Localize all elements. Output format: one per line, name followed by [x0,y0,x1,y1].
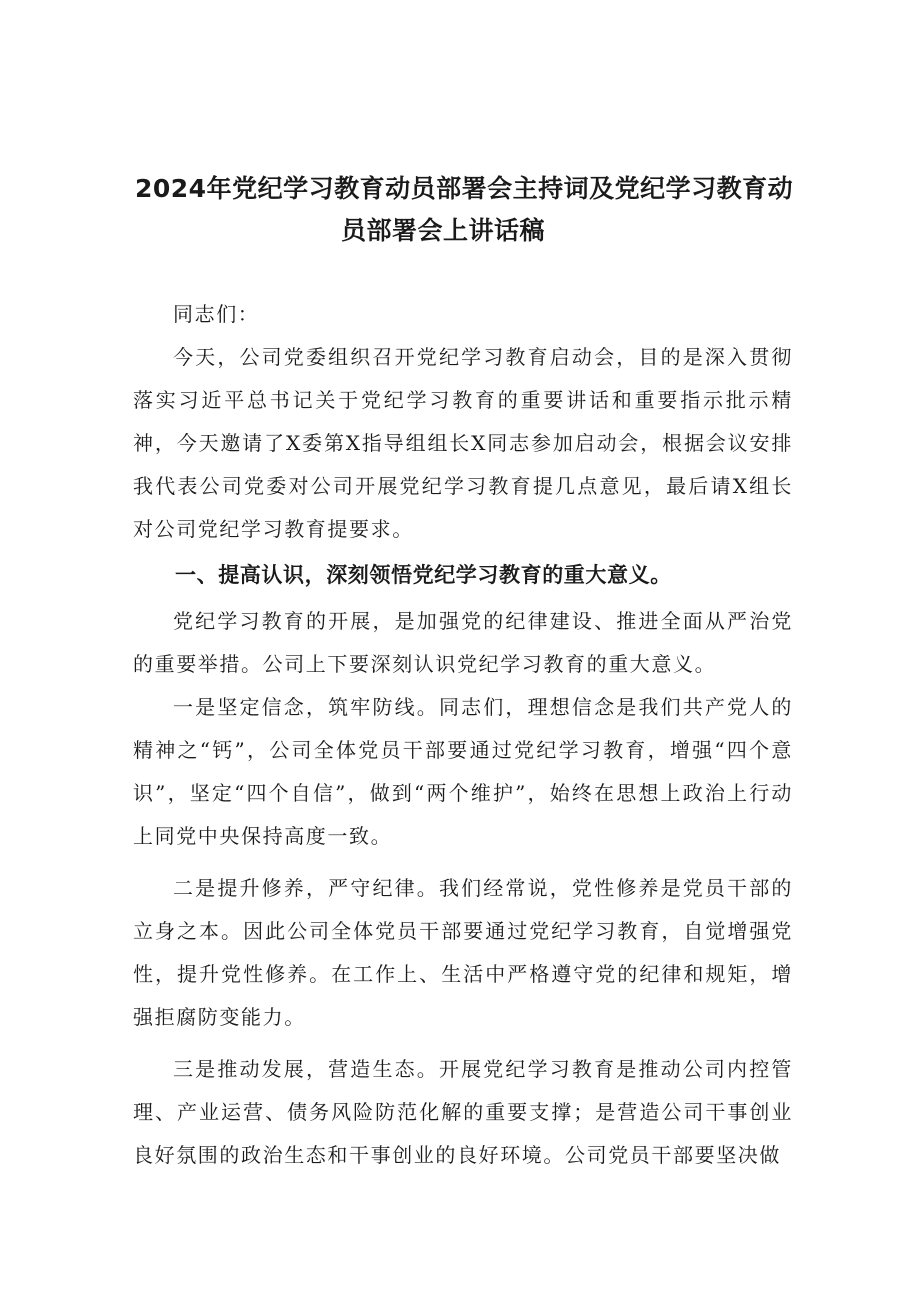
section-heading: 一、提高认识，深刻领悟党纪学习教育的重大意义。 [175,563,672,587]
section-intro-paragraph: 党纪学习教育的开展，是加强党的纪律建设、推进全面从严治党的重要举措。公司上下要深刻认识党纪学习教育的重大意义。 [133,609,793,676]
point-paragraph-2: 二是提升修养，严守纪律。我们经常说，党性修养是党员干部的立身之本。因此公司全体党员干部要通过党纪学习教育，自觉增强党性，提升党性修养。在工作上、生活中严格遵守党的纪律和规矩，增强拒腐防变能力。 [133,876,793,1029]
document-body [133,293,793,1177]
title-line-2: 员部署会上讲话稿 [341,216,546,245]
salutation: 同志们： [173,302,260,326]
point-paragraph-3: 三是推动发展，营造生态。开展党纪学习教育是推动公司内控管理、产业运营、债务风险防范化解的重要支撑；是营造公司干事创业良好氛围的政治生态和干事创业的良好环境。公司党员干部要坚决做 [133,1057,793,1167]
title-line-1: 2024年党纪学习教育动员部署会主持词及党纪学习教育动 [135,174,794,203]
point-paragraph-1: 一是坚定信念，筑牢防线。同志们，理想信念是我们共产党人的精神之“钙”，公司全体党员干部要通过党纪学习教育，增强“四个意识”，坚定“四个自信”，做到“两个维护”，始终在思想上政治上行动上同党中央保持高度一致。 [133,695,793,848]
intro-paragraph: 今天，公司党委组织召开党纪学习教育启动会，目的是深入贯彻落实习近平总书记关于党纪学习教育的重要讲话和重要指示批示精神，今天邀请了X委第X指导组组长X同志参加启动会，根据会议安排我代表公司党委对公司开展党纪学习教育提几点意见，最后请X组长对公司党纪学习教育提要求。 [133,345,793,541]
document-title [135,168,794,252]
